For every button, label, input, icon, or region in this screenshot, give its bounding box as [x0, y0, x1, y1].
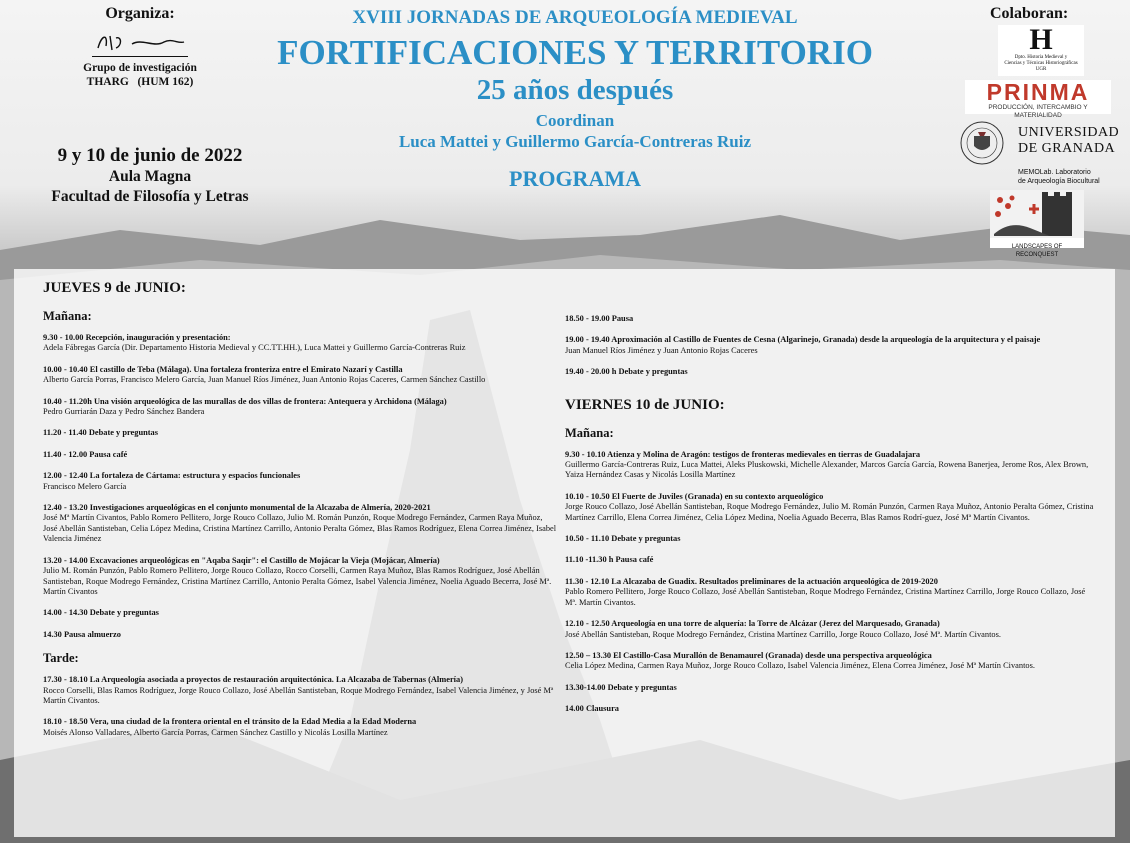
- program-item-title: 12.40 - 13.20 Investigaciones arqueológicas en el conjunto monumental de la Alcazaba de Almería, 2020-2021: [43, 503, 431, 513]
- program-item-title: 14.00 Clausura: [565, 704, 619, 714]
- program-item: [43, 397, 558, 418]
- program-item: [565, 619, 1097, 640]
- subtitle: 25 años después: [476, 74, 674, 106]
- coordinan-label: Coordinan: [535, 111, 615, 130]
- session-heading-tarde: Tarde:: [43, 651, 79, 666]
- ugr-line-1: UNIVERSIDAD: [1018, 125, 1120, 140]
- jueves-continued-list: [565, 314, 1097, 378]
- program-item: [43, 608, 558, 618]
- program-item-title: 9.30 - 10.00 Recepción, inauguración y presentación:: [43, 333, 231, 342]
- session-heading-viernes-manana: Mañana:: [565, 425, 614, 440]
- memolab-text: [1018, 168, 1128, 186]
- program-item-speakers: Jorge Rouco Collazo, José Abellán Santisteban, Roque Modrego Fernández, Julio M. Román Punzón, Carmen Raya Muñoz, Antonio Peralta Gómez, Cristina Martínez Carrillo, Elena Correa Jiménez, Celia López Medina, Noelia Aguado Becerra, Blas Ramos Rodrí-guez, José Mª Martín Civantos.: [565, 502, 1094, 522]
- viernes-list: [565, 450, 1097, 715]
- ugr-seal-icon: [958, 120, 1006, 166]
- event-date: 9 y 10 de junio de 2022: [57, 145, 243, 166]
- edition-title: XVIII JORNADAS DE ARQUEOLOGÍA MEDIEVAL: [352, 7, 798, 28]
- program-item: [565, 367, 1097, 377]
- program-item-title: 11.30 - 12.10 La Alcazaba de Guadix. Resultados preliminares de la actuación arqueológica de 2019-2020: [565, 576, 938, 586]
- landscapes-text: LANDSCAPES OF RECONQUEST: [1011, 244, 1063, 258]
- program-item-speakers: Moisés Alonso Valladares, Alberto García Porras, Carmen Sánchez Castillo y Nicolás Losilla Martínez: [43, 727, 388, 737]
- main-title: FORTIFICACIONES Y TERRITORIO: [277, 33, 873, 72]
- program-item: [565, 577, 1097, 608]
- program-item-title: 10.10 - 10.50 El Fuerte de Juviles (Granada) en su contexto arqueológico: [565, 491, 824, 501]
- coordinators: Luca Mattei y Guillermo García-Contreras Ruiz: [398, 132, 752, 151]
- organiza-block: [40, 4, 240, 89]
- prinma-subtitle: PRODUCCIÓN, INTERCAMBIO Y MATERIALIDAD: [988, 104, 1088, 119]
- program-item-speakers: José Abellán Santisteban, Roque Modrego Fernández, Cristina Martínez Carrillo, Jorge Rouco Collazo, José Mª. Martín Civantos.: [565, 629, 1001, 639]
- program-item-title: 11.40 - 12.00 Pausa café: [43, 449, 128, 459]
- program-item-title: 11.20 - 11.40 Debate y preguntas: [43, 428, 159, 438]
- dept-logo-text-3: UGR: [1035, 67, 1047, 72]
- program-item-title: 18.50 - 19.00 Pausa: [565, 314, 634, 323]
- prinma-logo: [965, 79, 1111, 119]
- program-item-speakers: Guillermo García-Contreras Ruiz, Luca Mattei, Aleks Pluskowski, Michelle Alexander, Marcos García García, Rowena Banerjea, Jerome Ros, Alex Brown, Yaiza Hernández Casas y Nicolás Losilla Martínez: [565, 460, 1089, 480]
- prinma-title: PRINMA: [986, 79, 1090, 105]
- program-right-column: [565, 314, 1097, 726]
- program-item-title: 14.00 - 14.30 Debate y preguntas: [43, 608, 159, 618]
- program-item-title: 14.30 Pausa almuerzo: [43, 629, 121, 639]
- program-item: [43, 675, 558, 706]
- organiza-label: Organiza:: [105, 5, 175, 22]
- colaboran-label: Colaboran:: [990, 5, 1069, 22]
- program-item-title: 19.00 - 19.40 Aproximación al Castillo de Fuentes de Cesna (Algarinejo, Granada) desde la arqueología de la arquitectura y el paisaje: [565, 335, 1041, 345]
- day-heading-viernes: VIERNES 10 de JUNIO:: [565, 396, 725, 413]
- program-item-speakers: Adela Fábregas García (Dir. Departamento Historia Medieval y CC.TT.HH.), Luca Mattei y Guillermo García-Contreras Ruiz: [43, 343, 466, 353]
- program-item: [565, 555, 1097, 565]
- jueves-tarde-list: [43, 675, 558, 738]
- title-block: [230, 6, 920, 192]
- program-item: [43, 450, 558, 460]
- program-item-speakers: Celia López Medina, Carmen Raya Muñoz, Jorge Rouco Collazo, Isabel Valencia Jiménez, Elena Correa Jiménez, José Mª Martín Civantos.: [565, 661, 1035, 671]
- memolab-line-1: MEMOLab. Laboratorio: [1018, 169, 1091, 176]
- program-item: [565, 492, 1097, 523]
- program-item-title: 10.00 - 10.40 El castillo de Teba (Málaga). Una fortaleza fronteriza entre el Emirato Nazarí y Castilla: [43, 364, 403, 374]
- program-item-speakers: Rocco Corselli, Blas Ramos Rodríguez, Jorge Rouco Collazo, José Abellán Santisteban, Roque Modrego Fernández, Isabel Valencia Jiménez, y José Mª Martín Civantos.: [43, 685, 554, 705]
- program-item: [565, 651, 1097, 672]
- landscapes-castle-icon: [990, 190, 1084, 238]
- memolab-line-2: de Arqueología Biocultural: [1018, 178, 1100, 185]
- program-item-title: 12.50 – 13.30 El Castillo-Casa Murallón de Benamaurel (Granada) desde una perspectiva arqueológica: [565, 650, 932, 660]
- programa-heading: PROGRAMA: [509, 166, 641, 191]
- tharg-logo: [92, 30, 188, 57]
- tharg-signature-icon: [92, 30, 188, 56]
- program-item-speakers: Juan Manuel Ríos Jiménez y Juan Antonio Rojas Caceres: [565, 345, 758, 355]
- program-item: [565, 314, 1097, 324]
- program-item-speakers: Alberto García Porras, Francisco Melero García, Juan Manuel Ríos Jiménez, Juan Antonio Rojas Caceres, Carmen Sánchez Castillo: [43, 375, 486, 385]
- program-item-title: 19.40 - 20.00 h Debate y preguntas: [565, 367, 688, 377]
- program-panel: [14, 269, 1115, 837]
- program-item: [43, 365, 558, 386]
- landscapes-logo: [990, 190, 1084, 258]
- program-item-speakers: Pedro Gurriarán Daza y Pedro Sánchez Bandera: [43, 407, 205, 417]
- program-item-title: 10.50 - 11.10 Debate y preguntas: [565, 534, 681, 544]
- event-venue-room: Aula Magna: [108, 168, 192, 185]
- day-heading-jueves: JUEVES 9 de JUNIO:: [43, 280, 186, 296]
- program-item-title: 13.30-14.00 Debate y preguntas: [565, 682, 677, 692]
- program-item: [565, 683, 1097, 693]
- program-item: [565, 450, 1097, 481]
- dept-logo-letter: H: [1029, 23, 1053, 56]
- program-item-speakers: Pablo Romero Pellitero, Jorge Rouco Collazo, José Abellán Santisteban, Roque Modrego Fernández, Cristina Martínez Carrillo, Jorge Rouco Collazo, José Mª. Martín Civantos.: [565, 587, 1086, 607]
- ugr-logo: [958, 120, 1118, 166]
- program-item-title: 10.40 - 11.20h Una visión arqueológica de las murallas de dos villas de frontera: Antequera y Archidona (Málaga): [43, 396, 447, 406]
- program-left-column: [43, 269, 558, 749]
- program-item: [43, 471, 558, 492]
- group-line-1: Grupo de investigación: [83, 62, 197, 74]
- program-item-speakers: Julio M. Román Punzón, Pablo Romero Pellitero, Jorge Rouco Collazo, Rocco Corselli, Carmen Raya Muñoz, Blas Ramos Rodríguez, José Abellán Santisteban, Roque Modrego Fernández, Cristina Martínez Carrillo, Antonio Peralta Gómez, Isabel Valencia Jiménez, Noelia Aguado Becerra, José Mª. Martín Civantos: [43, 566, 552, 596]
- program-item: [565, 534, 1097, 544]
- program-item: [43, 556, 558, 598]
- event-venue-faculty: Facultad de Filosofía y Letras: [51, 188, 249, 205]
- group-line-2: THARG (HUM 162): [86, 76, 194, 88]
- program-item: [565, 335, 1097, 356]
- program-item-speakers: Francisco Melero García: [43, 481, 127, 491]
- program-item: [43, 630, 558, 640]
- program-item: [43, 717, 558, 738]
- dept-history-logo: [998, 25, 1084, 76]
- program-item: [43, 428, 558, 438]
- program-item-title: 12.00 - 12.40 La fortaleza de Cártama: estructura y espacios funcionales: [43, 471, 301, 481]
- ugr-line-2: DE GRANADA: [1018, 141, 1116, 156]
- session-heading-manana: Mañana:: [43, 309, 92, 323]
- program-item-title: 18.10 - 18.50 Vera, una ciudad de la frontera oriental en el tránsito de la Edad Media a la Edad Moderna: [43, 717, 417, 727]
- program-item-title: 9.30 - 10.10 Atienza y Molina de Aragón: testigos de fronteras medievales en tierras de Guadalajara: [565, 449, 921, 459]
- program-item: [43, 333, 558, 354]
- program-item: [565, 704, 1097, 714]
- program-item-title: 17.30 - 18.10 La Arqueología asociada a proyectos de restauración arquitectónica. La Alcazaba de Tabernas (Almería): [43, 675, 463, 685]
- program-item-title: 12.10 - 12.50 Arqueología en una torre de alquería: la Torre de Alcázar (Jerez del Marquesado, Granada): [565, 619, 940, 629]
- program-item-title: 11.10 -11.30 h Pausa café: [565, 555, 654, 565]
- program-item: [43, 503, 558, 545]
- dept-logo-text-1: Dpto. Historia Medieval y: [1014, 55, 1068, 60]
- program-item-speakers: José Mª Martín Civantos, Pablo Romero Pellitero, Jorge Rouco Collazo, Julio M. Román Punzón, Roque Modrego Fernández, Carmen Raya Muñoz, José Abellán Santisteban, Celia López Medina, Cristina Martínez Carrillo, Antonio Peralta Gómez, Blas Ramos Rodríguez, Elena Correa Jiménez, Isabel Valencia Jiménez: [43, 513, 557, 544]
- jueves-manana-list: [43, 333, 558, 640]
- program-item-title: 13.20 - 14.00 Excavaciones arqueológicas en "Aqaba Saqir": el Castillo de Mojácar la Vieja (Mojácar, Almería): [43, 555, 440, 565]
- dept-logo-text-2: Ciencias y Técnicas Historiográficas: [1004, 61, 1078, 66]
